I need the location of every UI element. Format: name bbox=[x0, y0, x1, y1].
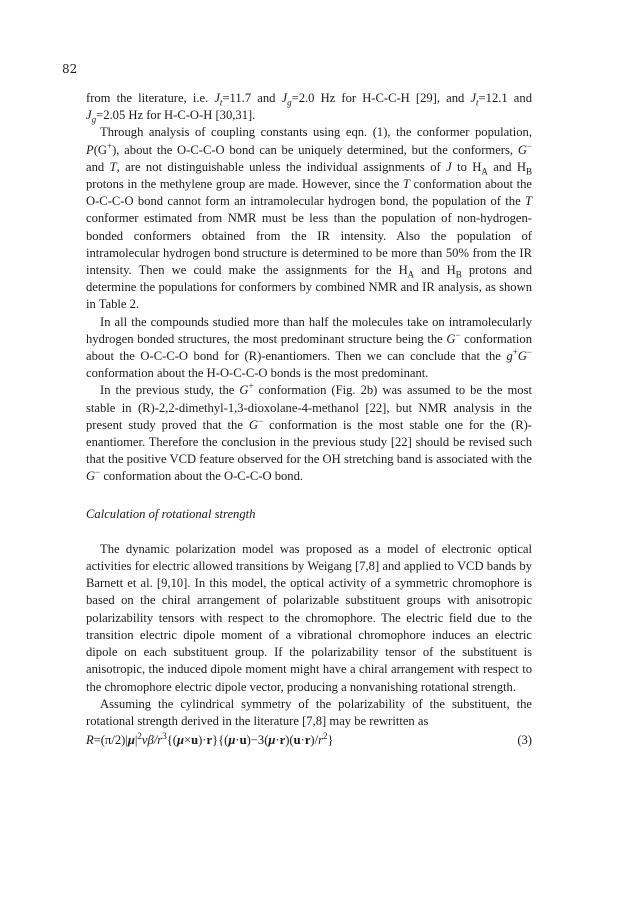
symbol: g bbox=[287, 97, 292, 108]
eq-text: 3 bbox=[162, 730, 167, 741]
eq-symbol: u bbox=[191, 733, 199, 748]
text: to H bbox=[451, 159, 482, 174]
symbol: + bbox=[107, 140, 113, 151]
symbol: G bbox=[517, 142, 527, 157]
symbol: t bbox=[476, 97, 479, 108]
text: and H bbox=[487, 159, 526, 174]
symbol: − bbox=[95, 467, 101, 478]
symbol: T bbox=[109, 159, 117, 174]
text: from the literature, i.e. bbox=[86, 91, 215, 105]
text: protons in the methylene group are made. However, since the bbox=[86, 177, 403, 192]
symbol: G bbox=[239, 383, 249, 398]
symbol: J bbox=[214, 91, 220, 105]
text: conformation about the H-O-C-C-O bonds is the most predominant. bbox=[86, 366, 429, 381]
symbol: + bbox=[512, 346, 518, 357]
text: conformation about the O-C-C-O bond for (R)-enantiomers. Then we can conclude that the bbox=[86, 331, 532, 364]
eq-text: | bbox=[134, 733, 138, 748]
eq-symbol: ν bbox=[141, 733, 148, 748]
symbol: g bbox=[506, 349, 513, 364]
text: conformation about the O-C-C-O bond. bbox=[100, 469, 304, 484]
eq-text: 2 bbox=[137, 730, 142, 741]
eq-text: · bbox=[235, 733, 240, 748]
symbol: G bbox=[446, 331, 456, 346]
text: and H bbox=[414, 263, 456, 278]
text: , are not distinguishable unless the individual assignments of bbox=[116, 159, 447, 174]
paragraph-4 bbox=[86, 382, 532, 485]
eq-symbol: R bbox=[86, 733, 94, 748]
paragraph-2 bbox=[86, 124, 532, 313]
symbol: (G bbox=[93, 142, 107, 157]
eq-text: /r bbox=[153, 733, 163, 748]
eq-symbol: r bbox=[279, 733, 286, 748]
paragraph-1 bbox=[86, 90, 532, 124]
text: conformation (Fig. 2b) was assumed to be the most stable in (R)-2,2-dimethyl-1,3-dioxolane-4-methanol [22], but NMR analysis in the present study proved that the bbox=[86, 383, 532, 432]
symbol: − bbox=[258, 415, 264, 426]
equation-number: (3) bbox=[517, 733, 532, 748]
symbol: B bbox=[455, 269, 462, 280]
body-text bbox=[86, 90, 532, 749]
eq-text: }{( bbox=[212, 733, 229, 748]
symbol: − bbox=[455, 329, 461, 340]
eq-symbol: r bbox=[206, 733, 213, 748]
symbol: − bbox=[526, 140, 532, 151]
eq-symbol: μ bbox=[268, 733, 276, 748]
text: =2.0 Hz for H-C-C-H [29], and bbox=[291, 91, 471, 105]
eq-symbol: u bbox=[293, 733, 301, 748]
symbol: A bbox=[407, 269, 415, 280]
symbol: P bbox=[86, 142, 94, 157]
symbol: T bbox=[402, 177, 410, 192]
section-heading: Calculation of rotational strength bbox=[86, 506, 256, 521]
symbol: G bbox=[517, 349, 527, 364]
text: conformation is the most stable one for the (R)-enantiomer. Therefore the conclusion in the previous study [22] should be revised such that the positive VCD feature observed for the OH stretching band is associated with the bbox=[86, 417, 532, 467]
eq-symbol: μ bbox=[176, 733, 184, 748]
text: conformation about the O-C-C-O bond cannot form an intramolecular hydrogen bond, the population of the bbox=[86, 177, 533, 209]
eq-symbol: β bbox=[147, 733, 154, 748]
eq-text: · bbox=[300, 733, 305, 748]
paragraph-3 bbox=[86, 314, 532, 383]
eq-text: )−3( bbox=[246, 733, 269, 748]
symbol: G bbox=[248, 417, 259, 432]
text: =11.7 and bbox=[222, 91, 282, 105]
paragraph-6: Assuming the cylindrical symmetry of the polarizability of the substituent, the rotational strength derived in the literature [7,8] may be rewritten as bbox=[86, 696, 532, 728]
symbol: ) bbox=[112, 142, 117, 157]
text: protons and determine the populations for conformers by combined NMR and IR analysis, as shown in Table 2. bbox=[86, 263, 532, 312]
eq-text: {( bbox=[166, 733, 177, 748]
symbol: t bbox=[219, 97, 223, 108]
eq-text: × bbox=[183, 733, 192, 748]
equation-body bbox=[86, 732, 334, 749]
symbol: J bbox=[281, 91, 288, 105]
eq-text: )· bbox=[198, 733, 207, 748]
paragraph-5: The dynamic polarization model was proposed as a model of electronic optical activities for electric allowed transitions by Weigang [7,8] and applied to VCD bands by Barnett et al. [9,10]. In this model, the optical activity of a symmetric chromophore is based on the chiral arrangement of polarizable substituent groups with anisotropic polarizability tensors with respect to the chromophore. The electric field due to the transition electric dipole moment of a vibrational chromophore induces an electric dipole on each substituent group. If the polarizability tensor of the substituent is anisotropic, the induced dipole moment might have a chiral arrangement with respect to the chromophore electric dipole vector, producing a nonvanishing rotational strength. bbox=[86, 541, 532, 694]
text: =2.05 Hz for H-C-O-H [30,31]. bbox=[96, 108, 256, 123]
text: In all the compounds studied more than half the molecules take on intramolecularly hydrogen bonded structures, the most predominant structure being the bbox=[86, 314, 532, 346]
symbol: T bbox=[524, 194, 532, 209]
symbol: + bbox=[248, 381, 254, 392]
page-number: 82 bbox=[62, 62, 78, 76]
text: In the previous study, the bbox=[100, 383, 240, 398]
eq-symbol: μ bbox=[127, 733, 135, 748]
eq-text: · bbox=[275, 733, 280, 748]
symbol: J bbox=[86, 108, 92, 123]
eq-symbol: r bbox=[304, 733, 311, 748]
eq-symbol: μ bbox=[228, 733, 236, 748]
symbol: g bbox=[91, 114, 97, 125]
eq-text: 2 bbox=[323, 730, 328, 741]
symbol: G bbox=[86, 469, 96, 484]
symbol: J bbox=[446, 159, 452, 174]
text: , about the O-C-C-O bond can be uniquely determined, but the conformers, bbox=[116, 142, 518, 157]
eq-text: )( bbox=[285, 733, 294, 748]
eq-text: =(π/2)| bbox=[93, 733, 128, 748]
symbol: J bbox=[470, 91, 477, 105]
eq-symbol: u bbox=[239, 733, 247, 748]
text: and bbox=[86, 159, 110, 174]
symbol: B bbox=[526, 166, 533, 177]
text: =12.1 and bbox=[478, 91, 532, 105]
eq-text: )/ bbox=[310, 733, 319, 748]
text: Through analysis of coupling constants using eqn. (1), the conformer population, bbox=[100, 125, 532, 140]
text: conformer estimated from NMR must be less than the population of non-hydrogen-bonded conformers obtained from the IR intensity. Also the population of intramolecular hydrogen bond structure is determined to be more than 50% from the IR intensity. Then we could make the assignments for the H bbox=[86, 211, 532, 278]
symbol: − bbox=[526, 346, 532, 357]
symbol: A bbox=[481, 166, 488, 177]
eq-symbol: r bbox=[318, 733, 324, 748]
equation-3 bbox=[86, 732, 532, 749]
eq-text: } bbox=[327, 733, 334, 748]
